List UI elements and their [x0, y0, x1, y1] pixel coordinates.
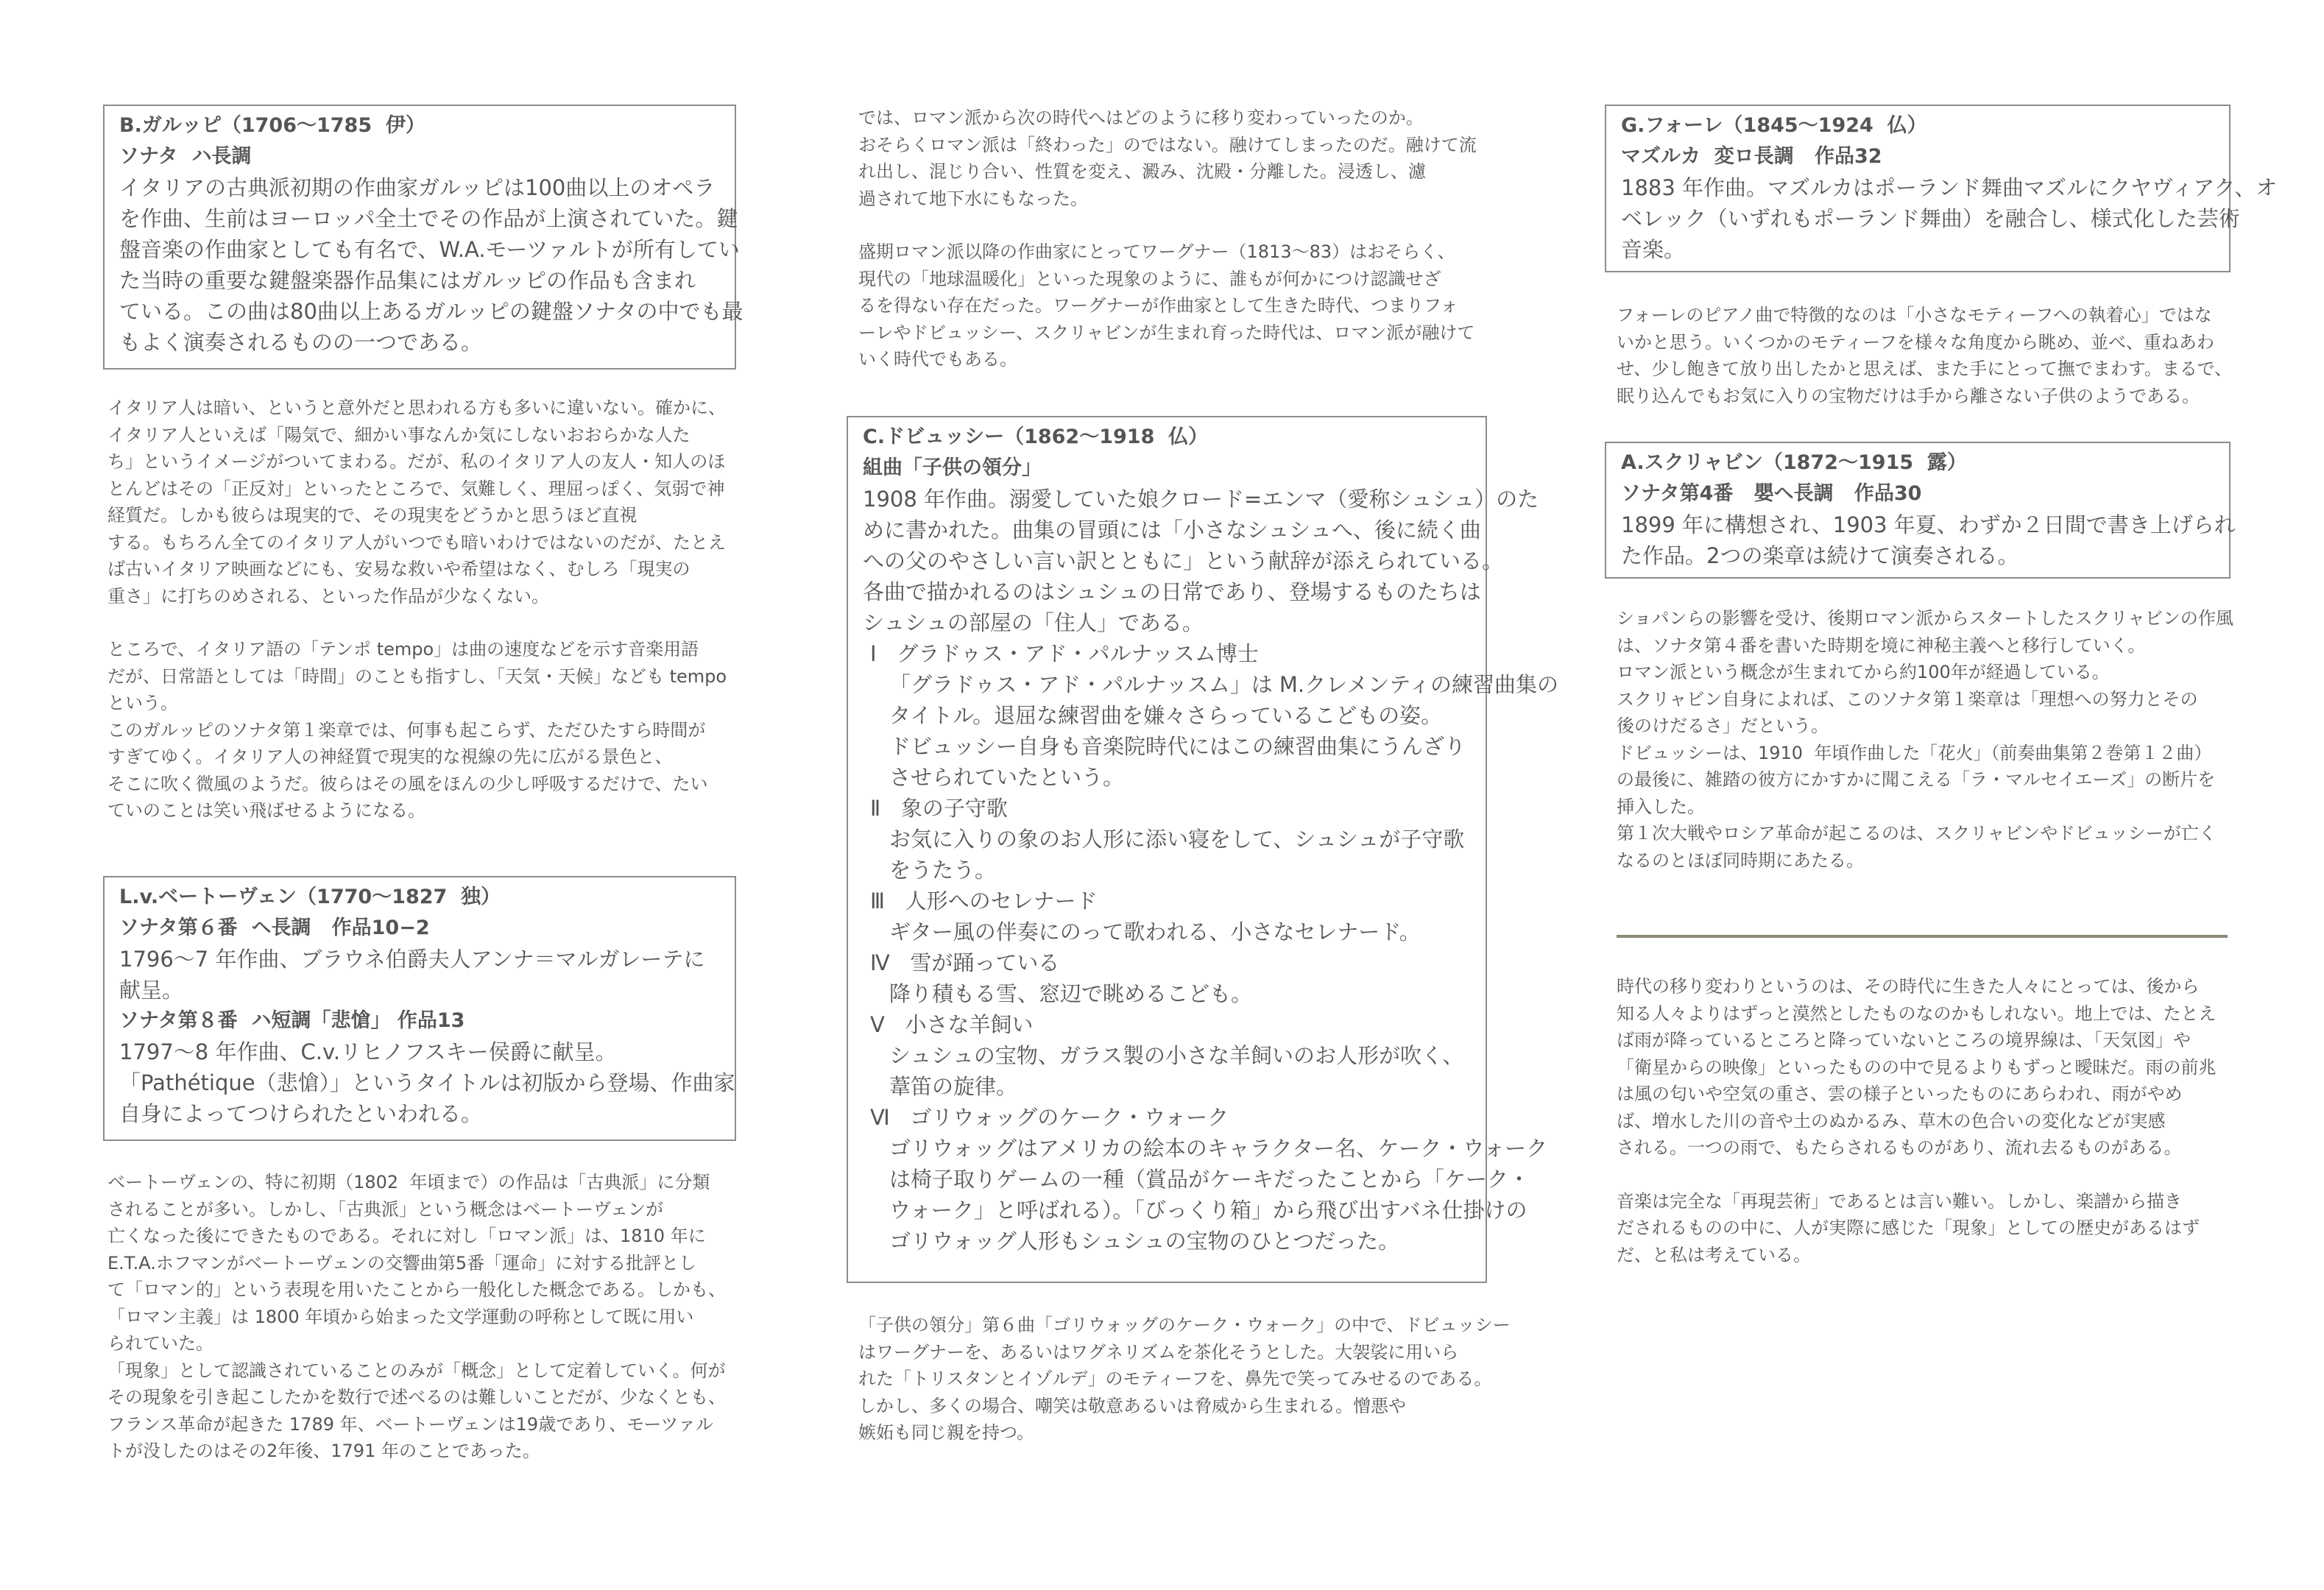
commentary-line: 亡くなった後にできたものである。それに対し「ロマン派」は、1810 年に — [107, 1226, 706, 1246]
faure-work: マズルカ 変ロ長調 作品32 — [1621, 145, 1882, 168]
faure-heading: G.フォーレ（1845〜1924 仏） — [1621, 114, 1927, 137]
debussy-body-line: への父のやさしい言い訳とともに」という献辞が添えられている。 — [863, 548, 1504, 573]
commentary-line: イタリア人は暗い、というと意外だと思われる方も多いに違いない。確かに、 — [107, 398, 726, 418]
commentary-line: スクリャビン自身によれば、このソナタ第１楽章は「理想への努力とその — [1617, 688, 2198, 710]
galuppi-body-line: もよく演奏されるものの一つである。 — [119, 330, 483, 355]
movement-desc: シュシュの宝物、ガラス製の小さな羊飼いのお人形が吹く、 — [889, 1043, 1464, 1068]
movement-desc: 降り積もる雪、窓辺で眺めるこども。 — [889, 981, 1253, 1006]
galuppi-body-line: ている。この曲は80曲以上あるガルッピの鍵盤ソナタの中でも最 — [119, 299, 744, 324]
beethoven-body-line: 献呈。 — [119, 978, 184, 1003]
section-divider — [1617, 935, 2228, 938]
faure-body-line: ベレック（いずれもポーランド舞曲）を融合し、様式化した芸術 — [1621, 206, 2240, 231]
commentary-line: フォーレのピアノ曲で特徴的なのは「小さなモティーフへの執着心」ではな — [1617, 305, 2212, 325]
faure-body-line: 1883 年作曲。マズルカはポーランド舞曲マズルにクヤヴィアク、オ — [1621, 175, 2278, 200]
beethoven-body-1 — [119, 944, 724, 1006]
commentary-line: すぎてゆく。イタリア人の神経質で現実的な視線の先に広がる景色と、 — [107, 746, 673, 767]
commentary-line: トが没したのはその2年後、1791 年のことであった。 — [107, 1441, 540, 1461]
commentary-line: ば古いイタリア映画などにも、安易な救いや希望はなく、むしろ「現実の — [107, 559, 691, 579]
commentary-line: 重さ」に打ちのめされる、といった作品が少なくない。 — [107, 585, 549, 607]
commentary-line: という。 — [107, 693, 178, 713]
commentary-line: そこに吹く微風のようだ。彼らはその風をほんの少し呼吸するだけで、たい — [107, 773, 708, 794]
galuppi-work: ソナタ ハ長調 — [119, 145, 252, 168]
movement-desc: タイトル。退屈な練習曲を嫌々さらっているこどもの姿。 — [889, 703, 1443, 728]
movement-desc: お気に入りの象のお人形に添い寝をして、シュシュが子守歌 — [889, 827, 1465, 852]
commentary-line: だ、と私は考えている。 — [1617, 1244, 1811, 1265]
commentary-line: 「衛星からの映像」といったものの中で見るよりもずっと曖昧だ。雨の前兆 — [1617, 1056, 2217, 1078]
debussy-body-line: シュシュの部屋の「住人」である。 — [863, 610, 1204, 635]
commentary-line: ーレやドビュッシー、スクリャビンが生まれ育った時代は、ロマン派が融けて — [858, 322, 1475, 343]
commentary-line: 「子供の領分」第６曲「ゴリウォッグのケーク・ウォーク」の中で、ドビュッシー — [858, 1315, 1511, 1335]
movement-desc: は椅子取りゲームの一種（賞品がケーキだったことから「ケーク・ — [889, 1167, 1530, 1192]
commentary-line: は、ソナタ第４番を書いた時期を境に神秘主義へと移行していく。 — [1617, 635, 2146, 656]
commentary-line: E.T.A.ホフマンがベートーヴェンの交響曲第5番「運命」に対する批評とし — [107, 1252, 697, 1273]
commentary-line: されることが多い。しかし、「古典派」という概念はベートーヴェンが — [107, 1198, 664, 1220]
debussy-body-line: めに書かれた。曲集の冒頭には「小さなシュシュへ、後に続く曲 — [863, 517, 1481, 543]
commentary-line: とんどはその「正反対」といったところで、気難しく、理屈っぽく、気弱で神 — [107, 478, 725, 499]
commentary-line: イタリア人といえば「陽気で、細かい事なんか気にしないおおらかな人た — [107, 424, 691, 445]
debussy-commentary — [858, 1312, 1511, 1446]
commentary-line: ドビュッシーは、1910 年頃作曲した「花火」（前奏曲集第２巻第１２曲） — [1617, 742, 2212, 763]
commentary-line: なるのとほぼ同時期にあたる。 — [1617, 849, 1864, 871]
galuppi-body-line: を作曲、生前はヨーロッパ全土でその作品が上演されていた。鍵 — [119, 206, 738, 231]
galuppi-commentary — [107, 395, 741, 824]
commentary-line: 現代の「地球温暖化」といった現象のように、誰もが何かにつけ認識せざ — [858, 268, 1441, 289]
movement-desc: させられていたという。 — [889, 765, 1125, 790]
movement-desc: をうたう。 — [889, 858, 997, 883]
commentary-line: 音楽は完全な「再現芸術」であるとは言い難い。しかし、楽譜から描き — [1617, 1190, 2182, 1212]
commentary-line: だされるものの中に、人が実際に感じた「現象」としての歴史があるはず — [1617, 1218, 2200, 1238]
commentary-line: は風の匂いや空気の重さ、雲の様子といったものにあらわれ、雨がやめ — [1617, 1084, 2183, 1104]
galuppi-body-line: イタリアの古典派初期の作曲家ガルッピは100曲以上のオペラ — [119, 175, 716, 200]
commentary-line: このガルッピのソナタ第１楽章では、何事も起こらず、ただひたすら時間が — [107, 719, 706, 741]
commentary-line: ば、増水した川の音や土のぬかるみ、草木の色合いの変化などが実感 — [1617, 1110, 2166, 1131]
scriabin-body — [1621, 509, 2236, 571]
commentary-line: ロマン派という概念が生まれてから約100年が経過している。 — [1617, 662, 2110, 682]
movement-title: Ⅲ 人形へのセレナード — [870, 888, 1098, 914]
commentary-line: しかし、多くの場合、嘲笑は敬意あるいは脅威から生まれる。憎悪や — [858, 1395, 1406, 1416]
faure-commentary — [1617, 302, 2242, 409]
commentary-line: 嫉妬も同じ親を持つ。 — [858, 1422, 1035, 1443]
commentary-line: 「現象」として認識されていることのみが「概念」として定着していく。何が — [107, 1360, 726, 1381]
commentary-line: ていのことは笑い飛ばせるようになる。 — [107, 800, 425, 821]
commentary-line: される。一つの雨で、もたらされるものがあり、流れ去るものがある。 — [1617, 1137, 2182, 1158]
commentary-line: 後のけだるさ」だという。 — [1617, 716, 1829, 736]
beethoven-body-2 — [119, 1036, 735, 1129]
debussy-box — [847, 416, 1558, 1283]
scriabin-box — [1605, 442, 2236, 579]
debussy-body — [863, 484, 1558, 1257]
debussy-body-line: 各曲で描かれるのはシュシュの日常であり、登場するものたちは — [863, 579, 1481, 604]
commentary-line: フランス革命が起きた 1789 年、ベートーヴェンは19歳であり、モーツァル — [107, 1413, 714, 1435]
commentary-line: だが、日常語としては「時間」のことも指すし、「天気・天候」なども tempo — [107, 665, 727, 687]
commentary-line: する。もちろん全てのイタリア人がいつでも暗いわけではないのだが、たとえ — [107, 531, 726, 553]
commentary-line: ば雨が降っているところと降っていないところの境界線は、「天気図」や — [1617, 1030, 2191, 1050]
galuppi-body-line: た当時の重要な鍵盤楽器作品集にはガルッピの作品も含まれ — [119, 268, 696, 293]
movement-desc: ドビュッシー自身も音楽院時代にはこの練習曲集にうんざり — [889, 734, 1466, 759]
debussy-heading: C.ドビュッシー（1862〜1918 仏） — [863, 425, 1209, 448]
beethoven-heading: L.v.ベートーヴェン（1770〜1827 独） — [119, 886, 501, 908]
faure-body-line: 音楽。 — [1621, 237, 1686, 262]
commentary-line: ショパンらの影響を受け、後期ロマン派からスタートしたスクリャビンの作風 — [1617, 608, 2233, 629]
movement-desc: ギター風の伴奏にのって歌われる、小さなセレナード。 — [889, 919, 1421, 944]
commentary-line: 「ロマン主義」は 1800 年頃から始まった文学運動の呼称として既に用い — [107, 1306, 694, 1327]
transition-commentary — [858, 105, 1491, 373]
commentary-line: では、ロマン派から次の時代へはどのように移り変わっていったのか。 — [858, 107, 1424, 128]
debussy-body-line: 1908 年作曲。溺愛していた娘クロード=エンマ（愛称シュシュ）のた — [863, 487, 1539, 512]
commentary-line: 第１次大戦やロシア革命が起こるのは、スクリャビンやドビュッシーが亡く — [1617, 823, 2217, 844]
scriabin-body-line: た作品。2つの楽章は続けて演奏される。 — [1621, 543, 2019, 568]
commentary-line: せ、少し飽きて放り出したかと思えば、また手にとって撫でまわす。まるで、 — [1617, 358, 2233, 379]
galuppi-body — [119, 172, 744, 358]
scriabin-heading: A.スクリャビン（1872〜1915 露） — [1621, 451, 1967, 474]
beethoven-commentary — [107, 1169, 741, 1465]
galuppi-body-line: 盤音楽の作曲家としても有名で、W.A.モーツァルトが所有してい — [119, 237, 740, 262]
closing-commentary — [1617, 973, 2242, 1268]
commentary-line: 挿入した。 — [1617, 796, 1705, 817]
commentary-line: て「ロマン的」という表現を用いたことから一般化した概念である。しかも、 — [107, 1279, 726, 1300]
movement-title: Ⅵ ゴリウォッグのケーク・ウォーク — [870, 1105, 1229, 1130]
scriabin-body-line: 1899 年に構想され、1903 年夏、わずか２日間で書き上げられ — [1621, 512, 2236, 537]
commentary-line: ベートーヴェンの、特に初期（1802 年頃まで）の作品は「古典派」に分類 — [107, 1172, 710, 1192]
movement-desc: 葦笛の旋律。 — [889, 1074, 1018, 1099]
faure-body — [1621, 172, 2278, 265]
beethoven-work-1: ソナタ第６番 ヘ長調 作品10−2 — [119, 916, 430, 939]
commentary-line: 時代の移り変わりというのは、その時代に生きた人々にとっては、後から — [1617, 976, 2200, 997]
commentary-line: いかと思う。いくつかのモティーフを様々な角度から眺め、並べ、重ねあわ — [1617, 331, 2214, 353]
commentary-line: 経質だ。しかも彼らは現実的で、その現実をどうかと思うほど直視 — [107, 505, 637, 526]
beethoven-work-2: ソナタ第８番 ハ短調「悲愴」 作品13 — [119, 1009, 465, 1032]
debussy-work: 組曲「子供の領分」 — [863, 456, 1042, 479]
scriabin-commentary — [1617, 605, 2242, 874]
commentary-line: 知る人々よりはずっと漠然としたものなのかもしれない。地上では、たとえ — [1617, 1003, 2217, 1024]
commentary-line: 過されて地下水にもなった。 — [858, 188, 1088, 209]
commentary-line: ところで、イタリア語の「テンポ tempo」は曲の速度などを示す音楽用語 — [107, 639, 699, 660]
beethoven-body-line: 「Pathétique（悲愴）」というタイトルは初版から登場、作曲家 — [119, 1070, 735, 1095]
beethoven-box — [103, 876, 736, 1141]
movement-title: Ⅱ 象の子守歌 — [870, 796, 1008, 821]
commentary-line: はワーグナーを、あるいはワグネリズムを茶化そうとした。大袈裟に用いら — [858, 1341, 1459, 1363]
commentary-line: られていた。 — [107, 1333, 213, 1354]
movement-desc: 「グラドゥス・アド・パルナッスム」は M.クレメンティの練習曲集の — [889, 672, 1558, 697]
galuppi-box — [103, 105, 744, 370]
galuppi-heading: B.ガルッピ（1706〜1785 伊） — [119, 114, 425, 137]
movement-title: Ⅳ 雪が踊っている — [870, 950, 1060, 975]
movement-title: Ⅴ 小さな羊飼い — [870, 1012, 1034, 1037]
movement-desc: ゴリウォッグ人形もシュシュの宝物のひとつだった。 — [889, 1229, 1400, 1254]
faure-box — [1605, 105, 2278, 272]
scriabin-work: ソナタ第4番 嬰ヘ長調 作品30 — [1621, 482, 1922, 505]
beethoven-body-line: 1796〜7 年作曲、ブラウネ伯爵夫人アンナ＝マルガレーテに — [119, 947, 705, 972]
commentary-line: いく時代でもある。 — [858, 349, 1017, 370]
beethoven-body-line: 1797〜8 年作曲、C.v.リヒノフスキー侯爵に献呈。 — [119, 1039, 617, 1064]
commentary-line: れた「トリスタンとイゾルデ」のモティーフを、鼻先で笑ってみせるのである。 — [858, 1368, 1492, 1389]
commentary-line: その現象を引き起こしたかを数行で述べるのは難しいことだが、少なくとも、 — [107, 1387, 726, 1407]
commentary-line: 眠り込んでもお気に入りの宝物だけは手から離さない子供のようである。 — [1617, 385, 2200, 406]
movement-desc: ゴリウォッグはアメリカの絵本のキャラクター名、ケーク・ウォーク — [889, 1136, 1548, 1161]
movement-title: Ⅰ グラドゥス・アド・パルナッスム博士 — [870, 641, 1259, 666]
commentary-line: るを得ない存在だった。ワーグナーが作曲家として生きた時代、つまりフォ — [858, 295, 1458, 316]
commentary-line: 盛期ロマン派以降の作曲家にとってワーグナー（1813〜83）はおそらく、 — [858, 241, 1455, 262]
commentary-line: ち」というイメージがついてまわる。だが、私のイタリア人の友人・知人のほ — [107, 451, 726, 472]
movement-desc: ウォーク」と呼ばれる）。「びっくり箱」から飛び出すバネ仕掛けの — [889, 1198, 1527, 1223]
commentary-line: おそらくロマン派は「終わった」のではない。融けてしまったのだ。融けて流 — [858, 134, 1477, 155]
beethoven-body-line: 自身によってつけられたといわれる。 — [119, 1101, 483, 1126]
commentary-line: の最後に、雑踏の彼方にかすかに聞こえる「ラ・マルセイエーズ」の断片を — [1617, 769, 2216, 790]
commentary-line: れ出し、混じり合い、性質を変え、澱み、沈殿・分離した。浸透し、濾 — [858, 161, 1426, 182]
